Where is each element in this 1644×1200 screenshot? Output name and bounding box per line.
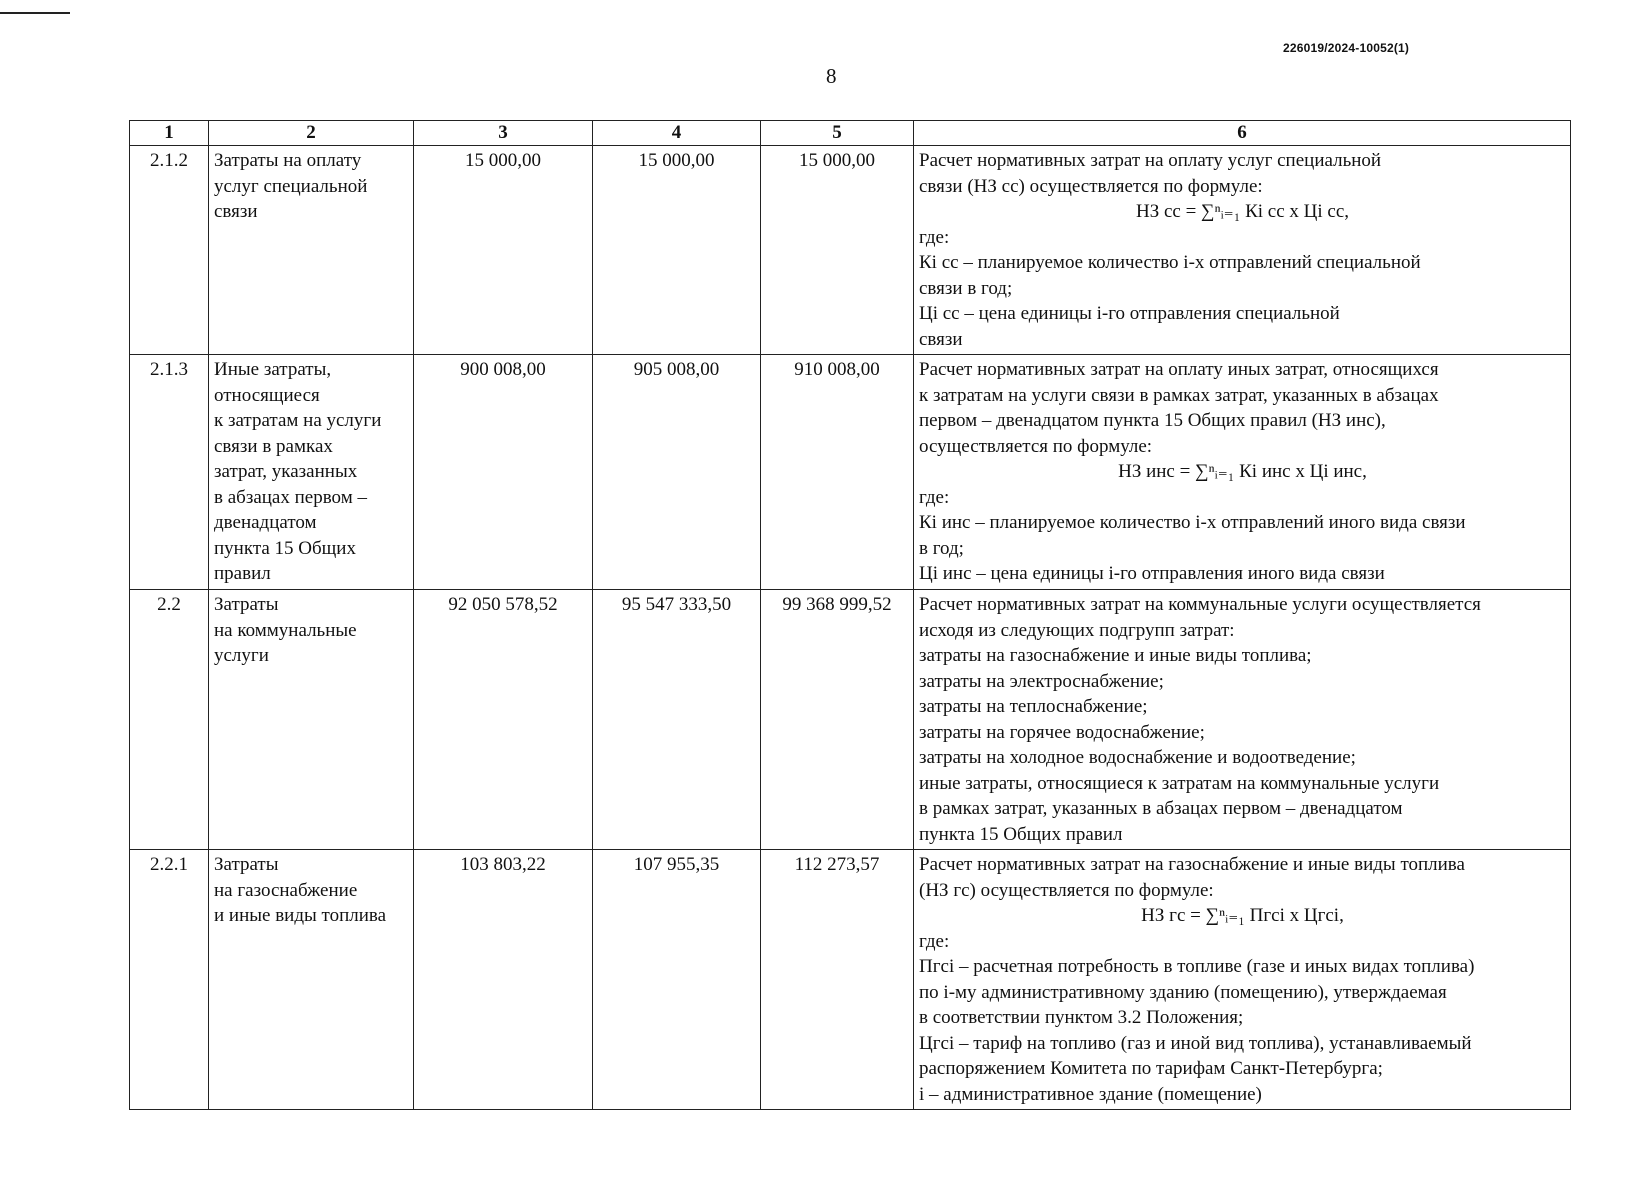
column-header-1: 1 bbox=[130, 121, 209, 146]
desc-line: Цгсi – тариф на топливо (газ и иной вид топлива), устанавливаемый bbox=[919, 1032, 1472, 1054]
row-number: 2.2 bbox=[130, 590, 209, 850]
value-col-4: 905 008,00 bbox=[593, 355, 761, 590]
desc-line: связи в год; bbox=[919, 277, 1013, 299]
table-row bbox=[130, 146, 1571, 355]
value-col-4: 107 955,35 bbox=[593, 850, 761, 1110]
name-line: Затраты на оплату bbox=[214, 150, 362, 171]
formula: НЗ гс = ∑ⁿᵢ₌₁ Пгсi х Цгсi, bbox=[1141, 905, 1344, 926]
row-name bbox=[209, 355, 414, 590]
row-name bbox=[209, 590, 414, 850]
desc-line: Пгсi – расчетная потребность в топливе (газе и иных видах топлива) bbox=[919, 956, 1475, 977]
desc-line: Цi инс – цена единицы i-го отправления иного вида связи bbox=[919, 563, 1385, 584]
row-number: 2.2.1 bbox=[130, 850, 209, 1110]
name-line: и иные виды топлива bbox=[214, 905, 387, 926]
desc-line: i – административное здание (помещение) bbox=[919, 1083, 1262, 1105]
name-line: Затраты bbox=[214, 854, 279, 875]
table-row bbox=[130, 590, 1571, 850]
desc-line: Расчет нормативных затрат на оплату иных затрат, относящихся bbox=[919, 359, 1439, 380]
name-line: к затратам на услуги bbox=[214, 410, 382, 431]
desc-line: в рамках затрат, указанных в абзацах первом – двенадцатом bbox=[919, 798, 1403, 819]
name-line: связи в рамках bbox=[214, 435, 333, 457]
value-col-4: 95 547 333,50 bbox=[593, 590, 761, 850]
name-line: на газоснабжение bbox=[214, 879, 358, 901]
desc-line: Расчет нормативных затрат на оплату услуг специальной bbox=[919, 150, 1382, 171]
row-description bbox=[914, 850, 1571, 1110]
value-col-3: 103 803,22 bbox=[414, 850, 593, 1110]
desc-line: в соответствии пунктом 3.2 Положения; bbox=[919, 1007, 1244, 1028]
name-line: Иные затраты, bbox=[214, 359, 332, 380]
name-line: Затраты bbox=[214, 594, 279, 615]
table-row bbox=[130, 850, 1571, 1110]
name-line: относящиеся bbox=[214, 384, 320, 406]
page-number: 8 bbox=[826, 64, 837, 88]
desc-line: в год; bbox=[919, 537, 964, 559]
desc-line: к затратам на услуги связи в рамках затрат, указанных в абзацах bbox=[919, 384, 1439, 406]
row-number: 2.1.2 bbox=[130, 146, 209, 355]
desc-line: иные затраты, относящиеся к затратам на коммунальные услуги bbox=[919, 772, 1440, 794]
formula: НЗ сс = ∑ⁿᵢ₌₁ Кi сс х Цi сс, bbox=[1135, 201, 1350, 222]
desc-line: первом – двенадцатом пункта 15 Общих правил (НЗ инс), bbox=[919, 410, 1386, 431]
column-header-4: 4 bbox=[593, 121, 761, 146]
corner-line bbox=[0, 12, 70, 14]
desc-line: Цi сс – цена единицы i-го отправления специальной bbox=[919, 303, 1340, 324]
value-col-5: 910 008,00 bbox=[761, 355, 914, 590]
desc-line: где: bbox=[919, 226, 950, 248]
desc-line: исходя из следующих подгрупп затрат: bbox=[919, 619, 1235, 641]
column-header-2: 2 bbox=[209, 121, 414, 146]
formula: НЗ инс = ∑ⁿᵢ₌₁ Кi инс х Цi инс, bbox=[1118, 461, 1367, 482]
desc-line: затраты на горячее водоснабжение; bbox=[919, 721, 1205, 743]
desc-line: где: bbox=[919, 486, 950, 508]
desc-line: затраты на электроснабжение; bbox=[919, 670, 1164, 692]
document-number: 226019/2024-10052(1) bbox=[1283, 41, 1410, 55]
value-col-4: 15 000,00 bbox=[593, 146, 761, 355]
value-col-3: 15 000,00 bbox=[414, 146, 593, 355]
row-number: 2.1.3 bbox=[130, 355, 209, 590]
desc-line: затраты на теплоснабжение; bbox=[919, 696, 1148, 717]
table-row bbox=[130, 355, 1571, 590]
row-description bbox=[914, 355, 1571, 590]
row-description bbox=[914, 590, 1571, 850]
column-header-6: 6 bbox=[914, 121, 1571, 146]
row-name bbox=[209, 850, 414, 1110]
desc-line: связи bbox=[919, 328, 963, 350]
desc-line: Кi инс – планируемое количество i-х отправлений иного вида связи bbox=[919, 512, 1466, 533]
name-line: в абзацах первом – bbox=[214, 486, 367, 508]
name-line: двенадцатом bbox=[214, 512, 317, 533]
name-line: затрат, указанных bbox=[214, 461, 358, 482]
desc-line: где: bbox=[919, 930, 950, 952]
value-col-5: 99 368 999,52 bbox=[761, 590, 914, 850]
name-line: связи bbox=[214, 201, 258, 222]
table-header-row bbox=[130, 121, 1571, 146]
desc-line: связи (НЗ сс) осуществляется по формуле: bbox=[919, 175, 1263, 197]
value-col-5: 15 000,00 bbox=[761, 146, 914, 355]
cost-table bbox=[129, 120, 1571, 1110]
desc-line: Кi сс – планируемое количество i-х отправлений специальной bbox=[919, 252, 1421, 273]
desc-line: распоряжением Комитета по тарифам Санкт-Петербурга; bbox=[919, 1058, 1383, 1079]
desc-line: затраты на холодное водоснабжение и водоотведение; bbox=[919, 747, 1356, 768]
name-line: услуг специальной bbox=[214, 175, 368, 197]
row-name bbox=[209, 146, 414, 355]
desc-line: (НЗ гс) осуществляется по формуле: bbox=[919, 879, 1214, 901]
desc-line: пункта 15 Общих правил bbox=[919, 823, 1123, 845]
name-line: правил bbox=[214, 563, 271, 584]
name-line: на коммунальные bbox=[214, 619, 357, 641]
desc-line: Расчет нормативных затрат на коммунальные услуги осуществляется bbox=[919, 594, 1481, 615]
table-body bbox=[130, 146, 1571, 1110]
name-line: пункта 15 Общих bbox=[214, 537, 356, 559]
name-line: услуги bbox=[214, 645, 269, 666]
column-header-3: 3 bbox=[414, 121, 593, 146]
column-header-5: 5 bbox=[761, 121, 914, 146]
row-description bbox=[914, 146, 1571, 355]
table-header bbox=[130, 121, 1571, 146]
desc-line: по i-му административному зданию (помещению), утверждаемая bbox=[919, 981, 1447, 1003]
value-col-3: 900 008,00 bbox=[414, 355, 593, 590]
desc-line: затраты на газоснабжение и иные виды топлива; bbox=[919, 645, 1312, 666]
desc-line: Расчет нормативных затрат на газоснабжение и иные виды топлива bbox=[919, 854, 1465, 875]
value-col-3: 92 050 578,52 bbox=[414, 590, 593, 850]
value-col-5: 112 273,57 bbox=[761, 850, 914, 1110]
desc-line: осуществляется по формуле: bbox=[919, 435, 1153, 457]
